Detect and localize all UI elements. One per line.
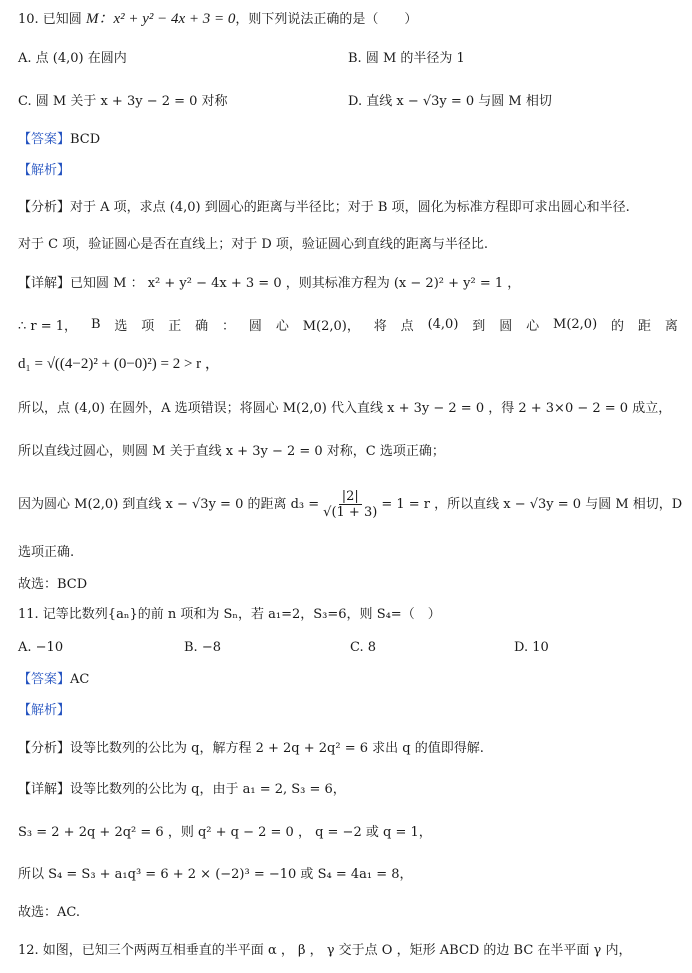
q10-option-a: A. 点 (4,0) 在圆内 bbox=[18, 51, 127, 66]
q10-fenxi-tag: 【分析】 bbox=[18, 200, 71, 215]
q10-l6-post: = 1 = r ，所以直线 x − √3y = 0 与圆 M 相切，D bbox=[381, 497, 683, 512]
q11-xiangjie-tag: 【详解】 bbox=[18, 782, 71, 797]
q10-xiangjie-line3 bbox=[18, 355, 220, 374]
q11-fenxi bbox=[18, 740, 484, 758]
q11-final-choice: 故选：AC. bbox=[18, 905, 81, 920]
q10-l2-part: 圆 bbox=[499, 319, 513, 334]
q11-option-d: D. 10 bbox=[514, 640, 549, 655]
q10-xiangjie-line2 bbox=[18, 315, 678, 334]
q10-l2-part: 项 bbox=[141, 319, 155, 334]
q10-l2-part: 将 bbox=[373, 319, 387, 334]
q10-l2-part: 点 bbox=[400, 319, 414, 334]
q10-l2-part: ∴ r = 1， bbox=[18, 319, 78, 334]
q10-xiangjie-line1 bbox=[18, 275, 520, 293]
q10-l2-part: 正 bbox=[168, 319, 182, 334]
q10-fraction-numerator: |2| bbox=[339, 489, 362, 505]
q10-l2-part: 确 bbox=[195, 319, 209, 334]
q10-xiangjie-line7: 选项正确. bbox=[18, 545, 75, 560]
q10-l2-part: 到 bbox=[472, 319, 486, 334]
q11-xiangjie-line2: S₃ = 2 + 2q + 2q² = 6 ，则 q² + q − 2 = 0 ， q = −2 或 q = 1， bbox=[18, 825, 432, 840]
q10-analysis-label: 【解析】 bbox=[18, 163, 71, 178]
q11-stem: 11. 记等比数列{aₙ}的前 n 项和为 Sₙ，若 a₁=2，S₃=6，则 S₄=（ ） bbox=[18, 607, 441, 622]
q10-l2-part: (4,0) bbox=[427, 317, 459, 332]
q10-final-choice: 故选：BCD bbox=[18, 577, 88, 592]
q12-stem: 12. 如图，已知三个两两互相垂直的半平面 α ， β ， γ 交于点 O ，矩形 ABCD 的边 BC 在半平面 γ 内， bbox=[18, 943, 632, 958]
q10-l2-part: M(2,0) bbox=[553, 317, 598, 332]
q11-analysis-tag bbox=[18, 702, 70, 720]
q10-l2-part: B bbox=[90, 317, 101, 332]
q10-xiangjie-text1: 已知圆 M ： x² + y² − 4x + 3 = 0 ，则其标准方程为 (x − 2)² + y² = 1 ， bbox=[70, 276, 521, 291]
q10-l2-part: 圆 bbox=[248, 319, 262, 334]
q10-l2-part: 离 bbox=[664, 319, 678, 334]
q10-option-d: D. 直线 x − √3y = 0 与圆 M 相切 bbox=[348, 94, 552, 109]
q10-l2-part: 距 bbox=[637, 319, 651, 334]
q10-option-c: C. 圆 M 关于 x + 3y − 2 = 0 对称 bbox=[18, 94, 228, 109]
q11-fenxi-tag: 【分析】 bbox=[18, 741, 71, 756]
q11-xiangjie-line3: 所以 S₄ = S₃ + a₁q³ = 6 + 2 × (−2)³ = −10 或 S₄ = 4a₁ = 8， bbox=[18, 867, 413, 882]
q10-distance-fraction bbox=[321, 489, 379, 521]
q11-option-b: B. −8 bbox=[184, 640, 221, 655]
q10-option-b: B. 圆 M 的半径为 1 bbox=[348, 51, 465, 66]
q10-fraction-denominator: √(1 + 3) bbox=[323, 504, 378, 520]
q10-distance-formula: d₁ = √((4−2)² + (0−0)²) = 2 > r ， bbox=[18, 356, 220, 372]
q11-xiangjie-line1 bbox=[18, 781, 346, 799]
q10-analysis-tag bbox=[18, 162, 70, 180]
q11-fenxi-text: 设等比数列的公比为 q，解方程 2 + 2q + 2q² = 6 求出 q 的值即得解. bbox=[70, 741, 484, 756]
q10-stem bbox=[18, 10, 417, 29]
q10-xiangjie-line6 bbox=[18, 488, 682, 522]
q10-l2-part: 选 bbox=[114, 319, 128, 334]
q11-answer-value: AC bbox=[70, 672, 90, 687]
q10-l2-part: 心 bbox=[275, 319, 289, 334]
q11-analysis-label: 【解析】 bbox=[18, 703, 71, 718]
q10-xiangjie-tag: 【详解】 bbox=[18, 276, 71, 291]
q10-xiangjie-line4: 所以，点 (4,0) 在圆外，A 选项错误；将圆心 M(2,0) 代入直线 x + 3y − 2 = 0 ，得 2 + 3×0 − 2 = 0 成立， bbox=[18, 401, 672, 416]
q11-answer bbox=[18, 671, 89, 689]
q10-stem-prefix: 10. 已知圆 bbox=[18, 12, 82, 27]
q10-fenxi-line2: 对于 C 项，验证圆心是否在直线上；对于 D 项，验证圆心到直线的距离与半径比. bbox=[18, 237, 489, 252]
q10-answer bbox=[18, 131, 100, 149]
q10-l2-part: 心 bbox=[526, 319, 540, 334]
q10-answer-value: BCD bbox=[70, 132, 101, 147]
q10-l2-part: M(2,0)， bbox=[302, 319, 360, 334]
q10-stem-circle: M bbox=[85, 11, 99, 27]
q10-l2-part: 的 bbox=[611, 319, 625, 334]
q11-answer-tag: 【答案】 bbox=[18, 672, 71, 687]
q10-fenxi-line1 bbox=[18, 199, 630, 217]
q10-xiangjie-line5: 所以直线过圆心，则圆 M 关于直线 x + 3y − 2 = 0 对称，C 选项正确； bbox=[18, 444, 445, 459]
q10-fenxi-text1: 对于 A 项，求点 (4,0) 到圆心的距离与半径比；对于 B 项，圆化为标准方程即可求出圆心和半径. bbox=[70, 200, 630, 215]
q11-option-c: C. 8 bbox=[350, 640, 377, 655]
q11-option-a: A. −10 bbox=[18, 640, 64, 655]
q11-xiangjie-text1: 设等比数列的公比为 q，由于 a₁ = 2, S₃ = 6， bbox=[70, 782, 346, 797]
q10-stem-suffix: ，则下列说法正确的是（ ） bbox=[235, 12, 418, 27]
q10-l6-pre: 因为圆心 M(2,0) 到直线 x − √3y = 0 的距离 d₃ = bbox=[18, 497, 320, 512]
q10-stem-eq: ：x² + y² − 4x + 3 = 0 bbox=[98, 11, 236, 27]
q10-l2-part: ： bbox=[222, 319, 236, 334]
q10-answer-tag: 【答案】 bbox=[18, 132, 71, 147]
